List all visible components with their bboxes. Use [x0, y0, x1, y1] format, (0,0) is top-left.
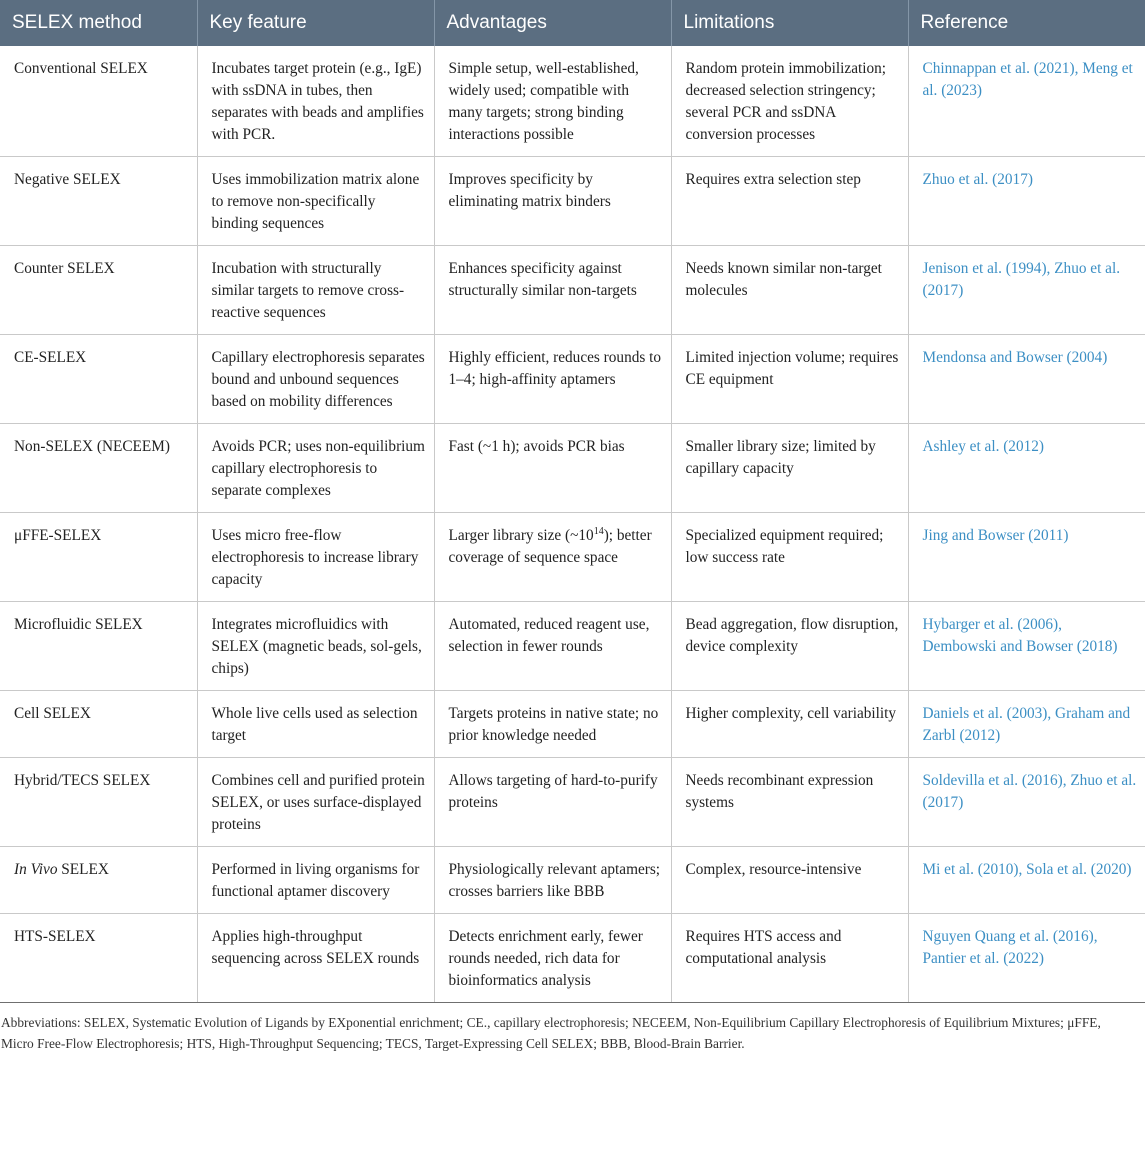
cell-reference-link[interactable]: Soldevilla et al. (2016), Zhuo et al. (2017) [908, 758, 1145, 847]
cell-feature: Performed in living organisms for functional aptamer discovery [197, 847, 434, 914]
cell-limitations: Requires HTS access and computational analysis [671, 914, 908, 1003]
method-rest: SELEX [57, 861, 109, 878]
table-row [0, 602, 1145, 691]
cell-method: Negative SELEX [0, 157, 197, 246]
cell-advantages: Targets proteins in native state; no prior knowledge needed [434, 691, 671, 758]
table-row [0, 691, 1145, 758]
cell-reference-link[interactable]: Mendonsa and Bowser (2004) [908, 335, 1145, 424]
advantages-text: Larger library size (~10 [448, 527, 594, 544]
table-row [0, 246, 1145, 335]
cell-feature: Uses immobilization matrix alone to remove non-specifically binding sequences [197, 157, 434, 246]
cell-feature: Incubation with structurally similar targets to remove cross-reactive sequences [197, 246, 434, 335]
cell-method: μFFE-SELEX [0, 513, 197, 602]
cell-limitations: Requires extra selection step [671, 157, 908, 246]
cell-limitations: Bead aggregation, flow disruption, device complexity [671, 602, 908, 691]
cell-method: Hybrid/TECS SELEX [0, 758, 197, 847]
cell-limitations: Limited injection volume; requires CE equipment [671, 335, 908, 424]
cell-advantages: Automated, reduced reagent use, selection in fewer rounds [434, 602, 671, 691]
table-row [0, 157, 1145, 246]
cell-method [0, 847, 197, 914]
cell-method: Conventional SELEX [0, 46, 197, 157]
cell-limitations: Complex, resource-intensive [671, 847, 908, 914]
cell-feature: Combines cell and purified protein SELEX, or uses surface-displayed proteins [197, 758, 434, 847]
cell-reference-link[interactable]: Jenison et al. (1994), Zhuo et al. (2017) [908, 246, 1145, 335]
table-footnote: Abbreviations: SELEX, Systematic Evolution of Ligands by EXponential enrichment; CE., capillary electrophoresis; NECEEM, Non-Equilibrium Capillary Electrophoresis of Equilibrium Mixtures; μFFE, Micro Free-Flow Electrophoresis; HTS, High-Throughput Sequencing; TECS, Target-Expressing Cell SELEX; BBB, Blood-Brain Barrier. [1, 1015, 1101, 1051]
cell-feature: Incubates target protein (e.g., IgE) with ssDNA in tubes, then separates with beads and amplifies with PCR. [197, 46, 434, 157]
cell-feature: Avoids PCR; uses non-equilibrium capillary electrophoresis to separate complexes [197, 424, 434, 513]
cell-reference-link[interactable]: Ashley et al. (2012) [908, 424, 1145, 513]
cell-advantages: Physiologically relevant aptamers; crosses barriers like BBB [434, 847, 671, 914]
cell-reference-link[interactable]: Daniels et al. (2003), Graham and Zarbl (2012) [908, 691, 1145, 758]
cell-feature: Applies high-throughput sequencing across SELEX rounds [197, 914, 434, 1003]
table-row [0, 513, 1145, 602]
exponent: 14 [593, 525, 604, 537]
header-advantages: Advantages [434, 0, 671, 46]
table-row [0, 758, 1145, 847]
cell-feature: Whole live cells used as selection target [197, 691, 434, 758]
header-limitations: Limitations [671, 0, 908, 46]
cell-feature: Capillary electrophoresis separates bound and unbound sequences based on mobility differences [197, 335, 434, 424]
cell-limitations: Smaller library size; limited by capillary capacity [671, 424, 908, 513]
cell-feature: Uses micro free-flow electrophoresis to increase library capacity [197, 513, 434, 602]
cell-reference-link[interactable]: Mi et al. (2010), Sola et al. (2020) [908, 847, 1145, 914]
table-row [0, 914, 1145, 1003]
cell-advantages: Allows targeting of hard-to-purify proteins [434, 758, 671, 847]
header-key-feature: Key feature [197, 0, 434, 46]
cell-advantages: Enhances specificity against structurally similar non-targets [434, 246, 671, 335]
cell-advantages: Simple setup, well-established, widely used; compatible with many targets; strong binding interactions possible [434, 46, 671, 157]
cell-advantages: Improves specificity by eliminating matrix binders [434, 157, 671, 246]
advantages-text: ); better coverage of sequence space [448, 527, 652, 566]
cell-limitations: Needs known similar non-target molecules [671, 246, 908, 335]
cell-reference-link[interactable]: Nguyen Quang et al. (2016), Pantier et al. (2022) [908, 914, 1145, 1003]
cell-limitations: Needs recombinant expression systems [671, 758, 908, 847]
cell-limitations: Random protein immobilization; decreased selection stringency; several PCR and ssDNA conversion processes [671, 46, 908, 157]
cell-reference-link[interactable]: Hybarger et al. (2006), Dembowski and Bowser (2018) [908, 602, 1145, 691]
table-row [0, 847, 1145, 914]
cell-method: Counter SELEX [0, 246, 197, 335]
header-row [0, 0, 1145, 46]
cell-method: Cell SELEX [0, 691, 197, 758]
cell-advantages: Detects enrichment early, fewer rounds needed, rich data for bioinformatics analysis [434, 914, 671, 1003]
cell-method: CE-SELEX [0, 335, 197, 424]
table-row [0, 46, 1145, 157]
cell-limitations: Higher complexity, cell variability [671, 691, 908, 758]
cell-advantages [434, 513, 671, 602]
cell-reference-link[interactable]: Jing and Bowser (2011) [908, 513, 1145, 602]
cell-advantages: Fast (~1 h); avoids PCR bias [434, 424, 671, 513]
cell-feature: Integrates microfluidics with SELEX (magnetic beads, sol-gels, chips) [197, 602, 434, 691]
cell-limitations: Specialized equipment required; low success rate [671, 513, 908, 602]
cell-advantages: Highly efficient, reduces rounds to 1–4; high-affinity aptamers [434, 335, 671, 424]
cell-method: Microfluidic SELEX [0, 602, 197, 691]
cell-method: Non-SELEX (NECEEM) [0, 424, 197, 513]
header-method: SELEX method [0, 0, 197, 46]
cell-method: HTS-SELEX [0, 914, 197, 1003]
header-reference: Reference [908, 0, 1145, 46]
cell-reference-link[interactable]: Zhuo et al. (2017) [908, 157, 1145, 246]
method-italic: In Vivo [14, 861, 58, 878]
table-row [0, 335, 1145, 424]
cell-reference-link[interactable]: Chinnappan et al. (2021), Meng et al. (2023) [908, 46, 1145, 157]
table-row [0, 424, 1145, 513]
